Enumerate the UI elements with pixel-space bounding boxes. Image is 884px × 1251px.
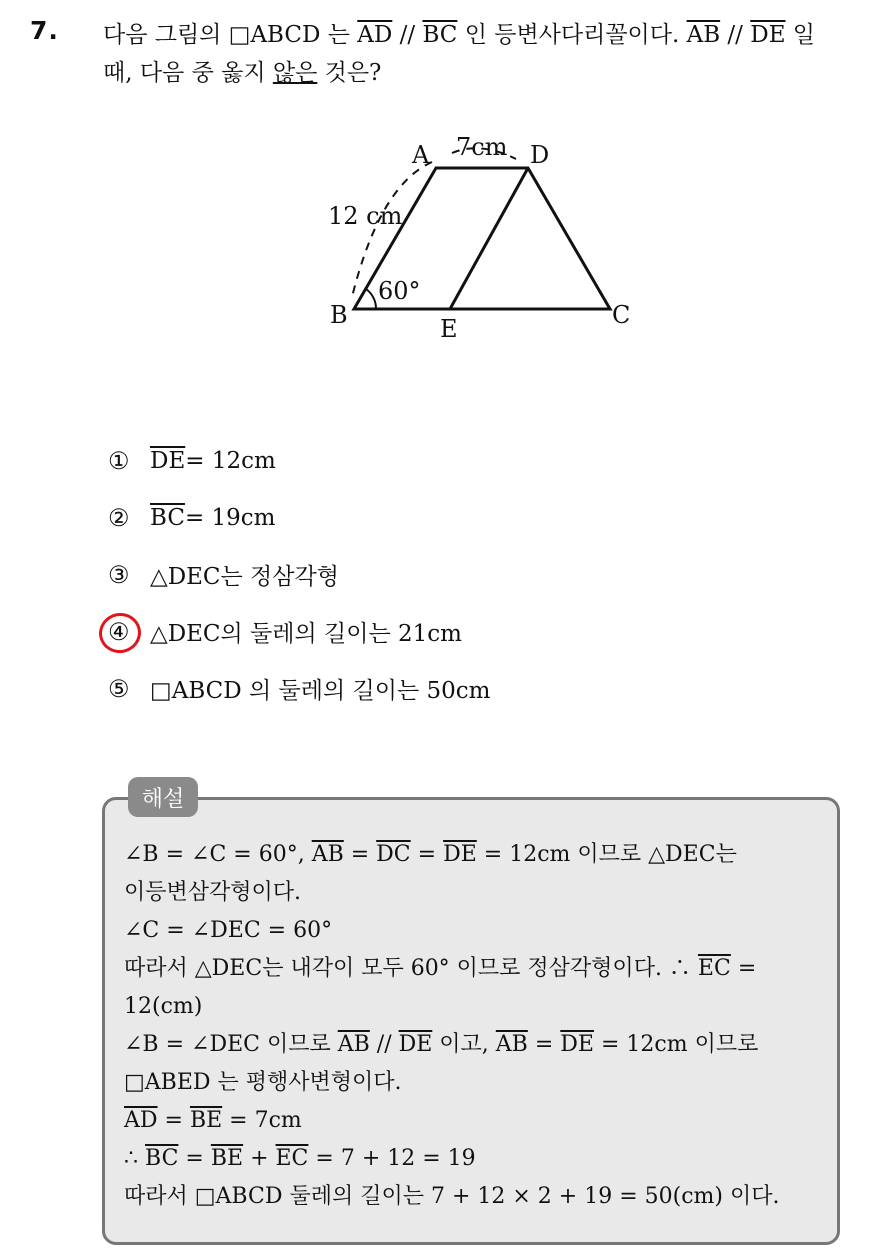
option-3[interactable]: ③ △DEC는 정삼각형 — [108, 560, 339, 590]
label-angle-b: 60° — [378, 277, 421, 305]
segment-de — [450, 168, 528, 309]
solution-line: 따라서 □ABCD 둘레의 길이는 7 + 12 × 2 + 19 = 50(cm) 이다. — [124, 1184, 780, 1209]
solution-line: 이등변삼각형이다. — [124, 880, 302, 905]
solution-line: $\overline{AD} = \overline{BE} = 7cm$ — [124, 1108, 302, 1133]
question-number: 7. — [30, 16, 59, 45]
solution-text — [124, 836, 824, 1216]
answer-options — [108, 432, 490, 717]
option-number: ⑤ — [108, 674, 130, 703]
option-1[interactable]: ① $\overline{DE}$ = 12cm — [108, 446, 276, 475]
question-line-1: 다음 그림의 □ABCD 는 $\overline{AD} // \overline{BC}$ 인 등변사다리꼴이다. $\overline{AB} // \overline{DE}$ 일 — [103, 22, 816, 48]
label-point-a: A — [412, 141, 430, 169]
label-point-c: C — [612, 301, 631, 329]
option-5[interactable]: ⑤ □ABCD 의 둘레의 길이는 50cm — [108, 674, 491, 704]
solution-line: ∠C = ∠DEC = 60° — [124, 918, 333, 943]
option-number: ② — [108, 503, 130, 532]
solution-tag: 해설 — [128, 777, 198, 817]
angle-arc-b — [366, 289, 376, 309]
answer-circle-mark — [95, 609, 144, 657]
label-point-d: D — [530, 141, 550, 169]
label-length-ad: 7cm — [456, 133, 508, 161]
solution-line: 12(cm) — [124, 994, 203, 1019]
option-number: ① — [108, 446, 130, 475]
option-number: ④ — [108, 617, 130, 646]
question-text — [103, 16, 873, 92]
label-point-b: B — [330, 301, 348, 329]
option-number: ③ — [108, 560, 130, 589]
trapezoid-figure — [320, 125, 640, 345]
solution-line: 따라서 △DEC는 내각이 모두 60° 이므로 정삼각형이다. ∴ $\overline{EC}$ = — [124, 956, 757, 981]
label-length-ab: 12 cm — [328, 202, 403, 230]
solution-line: ∠B = ∠DEC 이므로 $\overline{AB} // \overline{DE}$ 이고, $\overline{AB} = \overline{DE} = 12cm$ 이므로 — [124, 1032, 759, 1057]
option-2[interactable]: ② $\overline{BC}$ = 19cm — [108, 503, 276, 532]
label-point-e: E — [440, 315, 458, 343]
question-line-2: 때, 다음 중 옳지 않은 것은? — [103, 60, 382, 86]
solution-line: ∠B = ∠C = 60°, $\overline{AB} = \overline{DC} = \overline{DE} = 12cm$ 이므로 △DEC는 — [124, 842, 737, 867]
solution-line: □ABED 는 평행사변형이다. — [124, 1070, 402, 1095]
option-4[interactable]: ④ △DEC의 둘레의 길이는 21cm — [108, 603, 490, 660]
solution-line: ∴ $\overline{BC} = \overline{BE} + \overline{EC} = 7 + 12 = 19$ — [124, 1146, 476, 1171]
